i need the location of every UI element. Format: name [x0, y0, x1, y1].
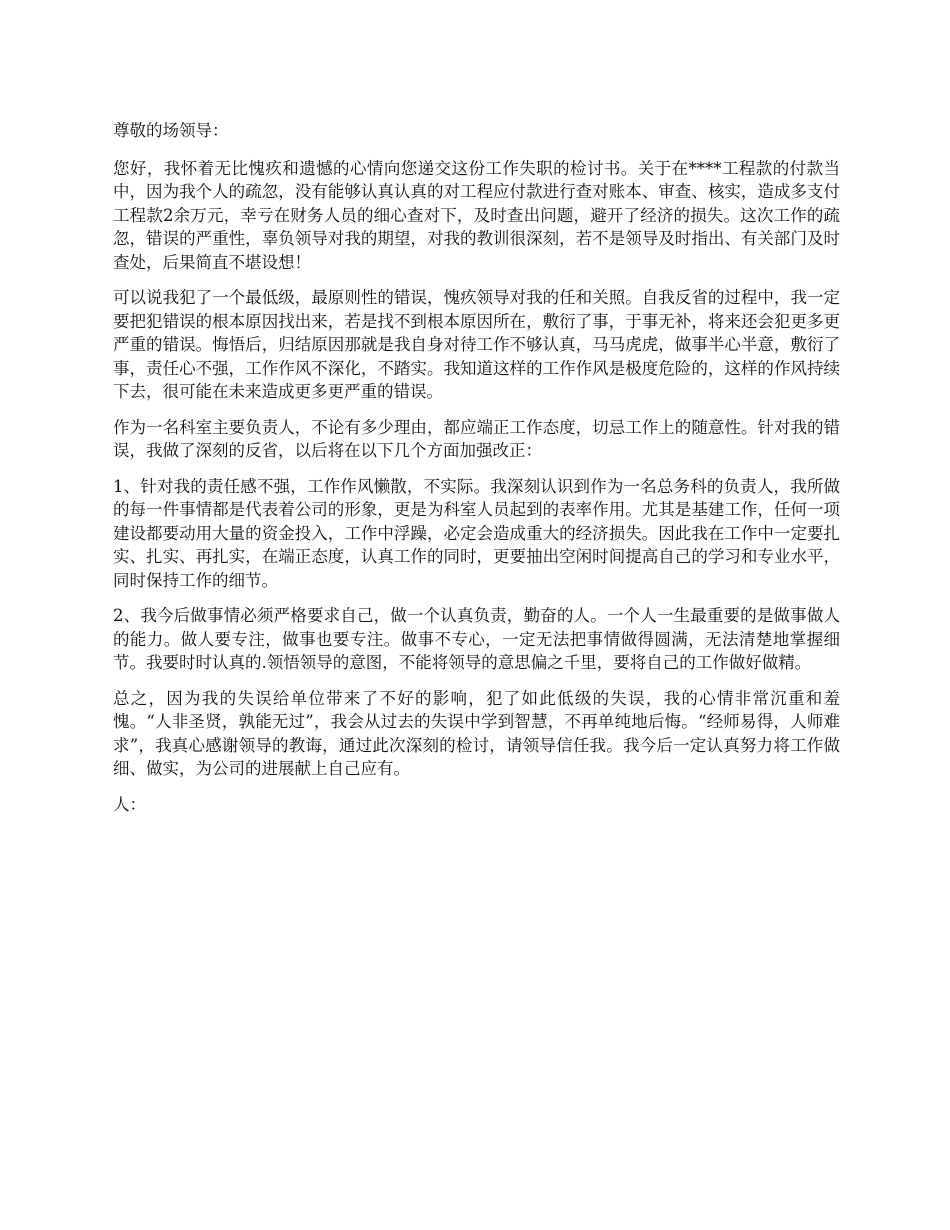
paragraph-4: 1、针对我的责任感不强，工作作风懒散，不实际。我深刻认识到作为一名总务科的负责人，我所做的每一件事情都是代表着公司的形象，更是为科室人员起到的表率作用。尤其是基建工作，任何一项建设都要动用大量的资金投入，工作中浮躁，必定会造成重大的经济损失。因此我在工作中一定要扎实、扎实、再扎实，在端正态度，认真工作的同时，更要抽出空闲时间提高自己的学习和专业水平，同时保持工作的细节。 [113, 476, 840, 590]
signature: 人： [113, 794, 146, 814]
paragraph-2: 可以说我犯了一个最低级，最原则性的错误，愧疚领导对我的任和关照。自我反省的过程中，我一定要把犯错误的根本原因找出来，若是找不到根本原因所在，敷衍了事，于事无补，将来还会犯更多更严重的错误。悔悟后，归结原因那就是我自身对待工作不够认真，马马虎虎，做事半心半意，敷衍了事，责任心不强，工作作风不深化，不踏实。我知道这样的工作作风是极度危险的，这样的作风持续下去，很可能在未来造成更多更严重的错误。 [113, 288, 840, 401]
paragraph-3: 作为一名科室主要负责人，不论有多少理由，都应端正工作态度，切忌工作上的随意性。针对我的错误，我做了深刻的反省，以后将在以下几个方面加强改正： [113, 417, 840, 460]
document-page [113, 119, 840, 828]
paragraph-6: 总之，因为我的失误给单位带来了不好的影响，犯了如此低级的失误，我的心情非常沉重和羞愧。“人非圣贤，孰能无过”，我会从过去的失误中学到智慧，不再单纯地后悔。“经师易得，人师难求”，我真心感谢领导的教诲，通过此次深刻的检讨，请领导信任我。我今后一定认真努力将工作做细、做实，为公司的进展献上自己应有。 [113, 688, 840, 778]
salutation: 尊敬的场领导： [113, 121, 229, 140]
paragraph-5: 2、我今后做事情必须严格要求自己，做一个认真负责，勤奋的人。一个人一生最重要的是做事做人的能力。做人要专注，做事也要专注。做事不专心，一定无法把事情做得圆满，无法清楚地掌握细节。我要时时认真的.领悟领导的意图，不能将领导的意思偏之千里，要将自己的工作做好做精。 [113, 606, 840, 672]
paragraph-1: 您好，我怀着无比愧疚和遗憾的心情向您递交这份工作失职的检讨书。关于在****工程款的付款当中，因为我个人的疏忽，没有能够认真认真的对工程应付款进行查对账本、审查、核实，造成多支付工程款2余万元，幸亏在财务人员的细心查对下，及时查出问题，避开了经济的损失。这次工作的疏忽，错误的严重性，辜负领导对我的期望，对我的教训很深刻，若不是领导及时指出、有关部门及时查处，后果简直不堪设想！ [113, 158, 840, 272]
